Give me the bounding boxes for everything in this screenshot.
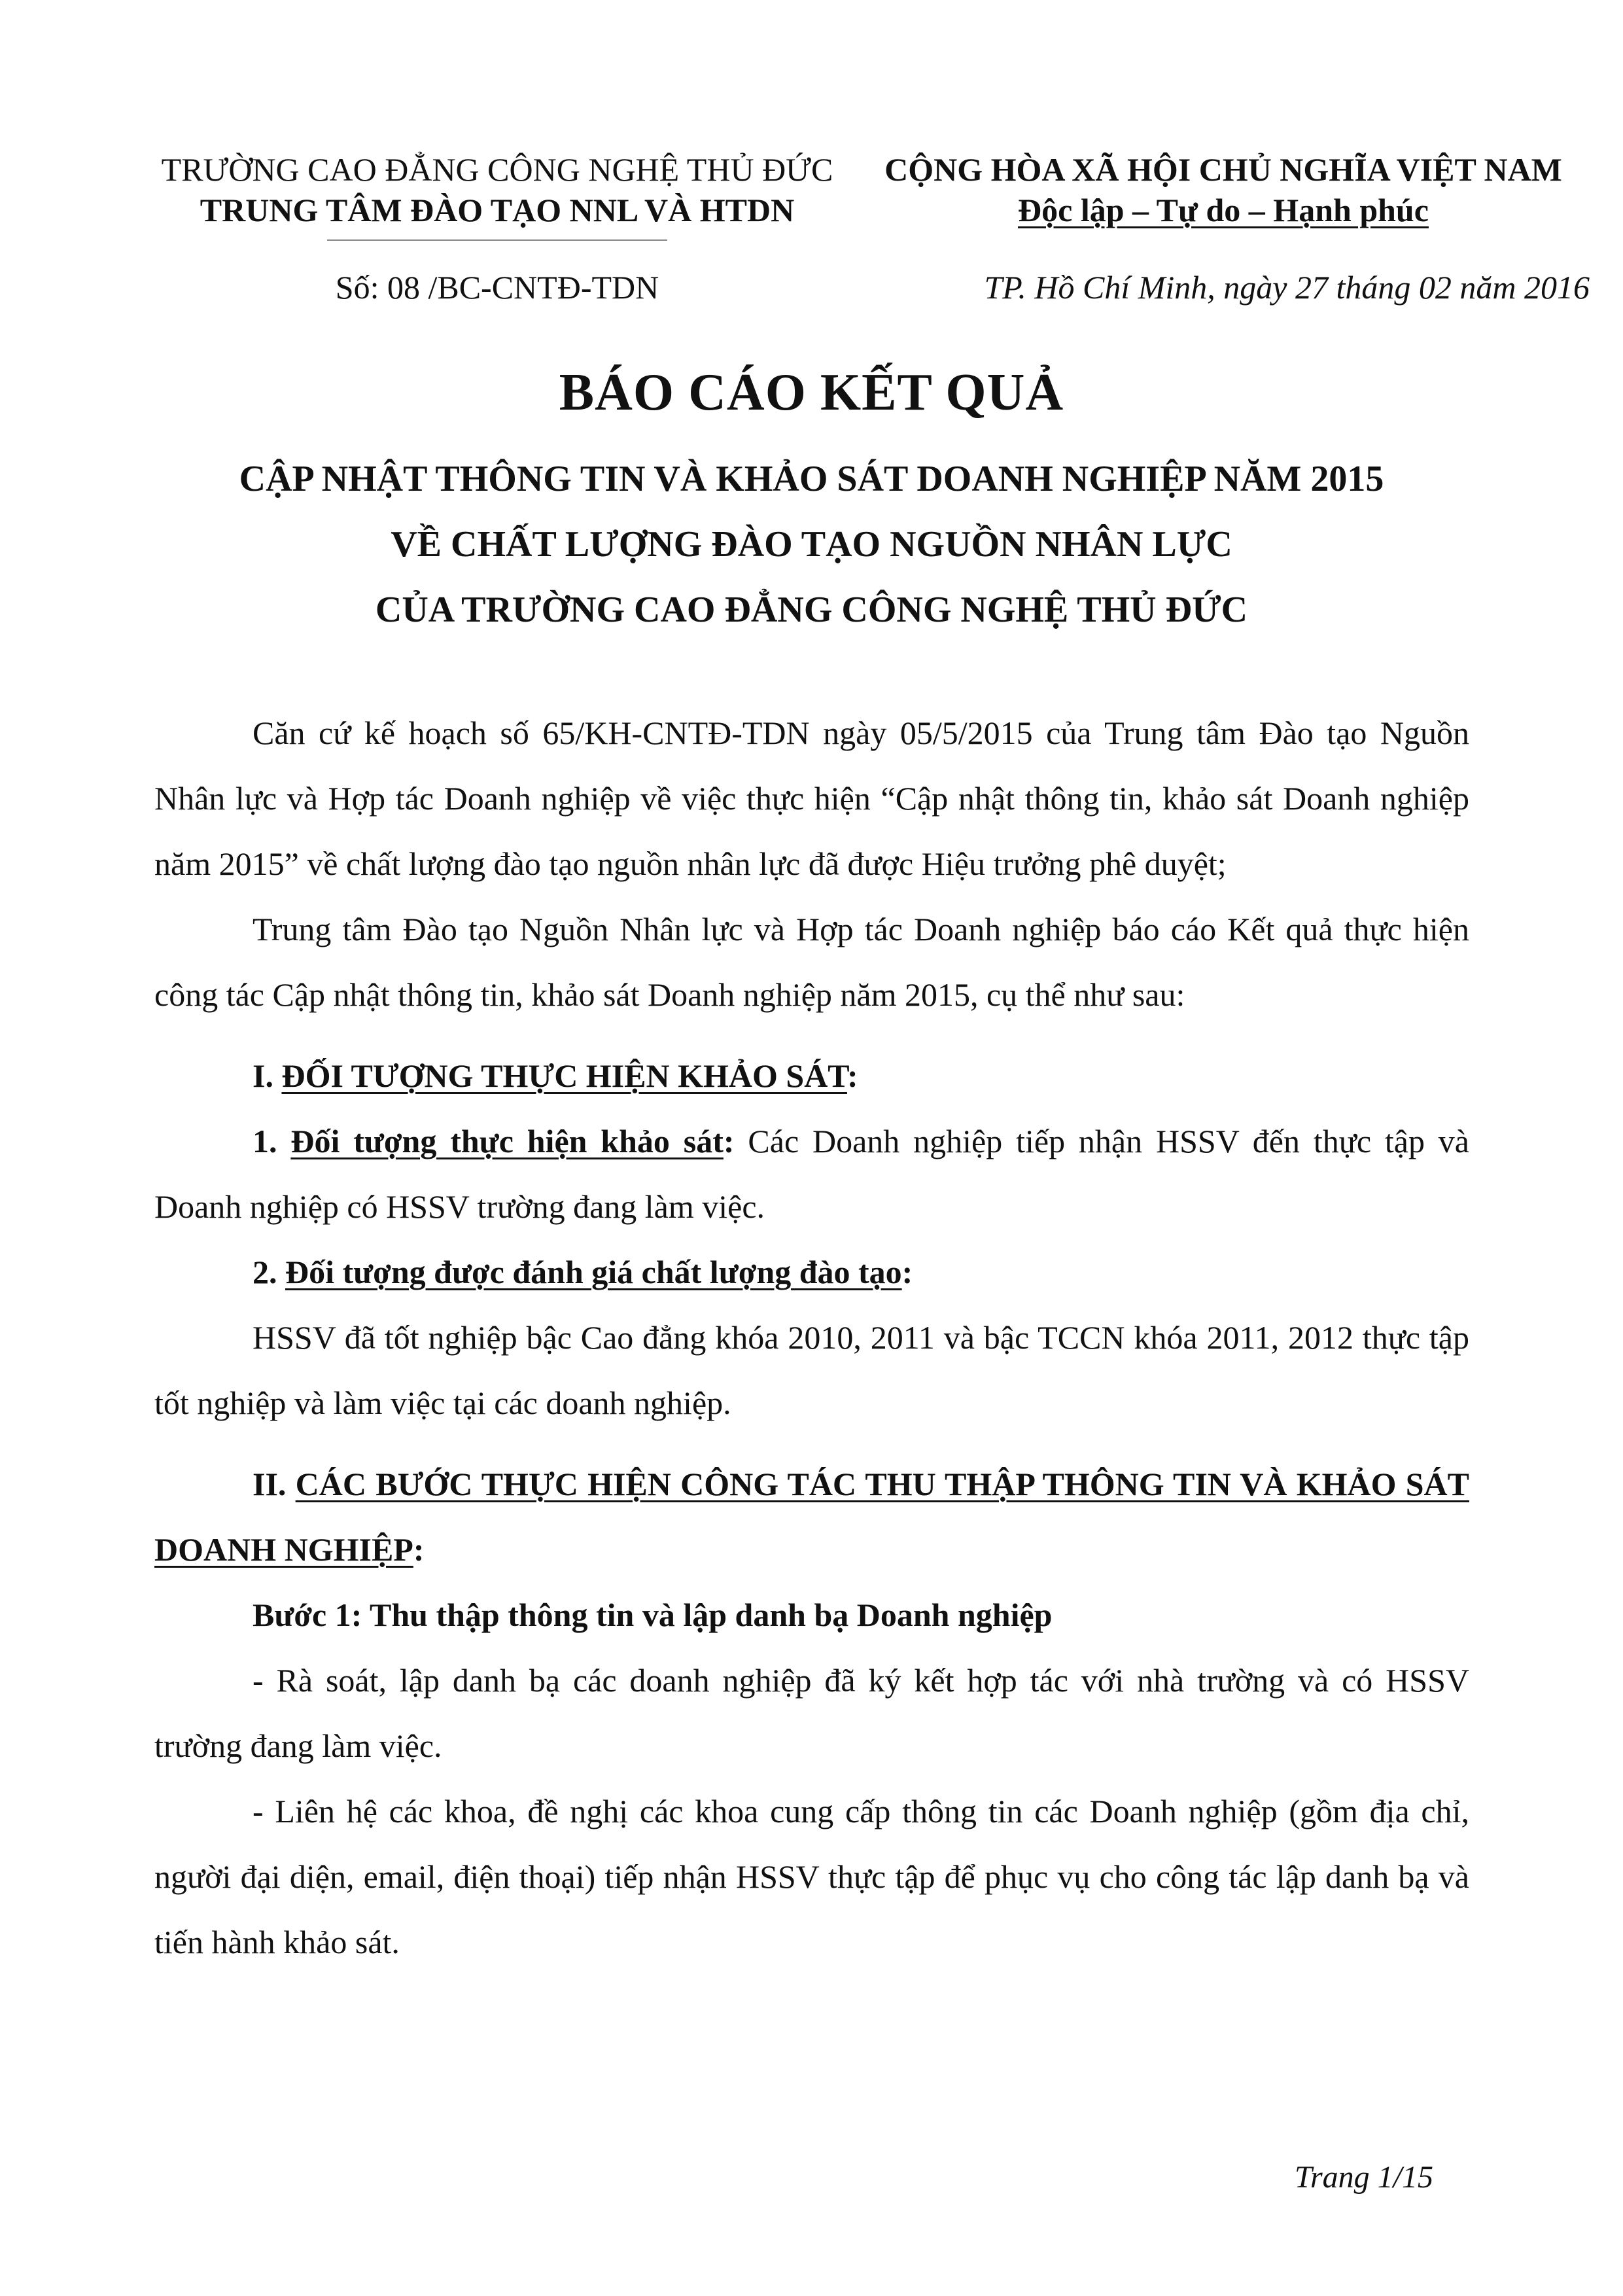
nation-title: CỘNG HÒA XÃ HỘI CHỦ NGHĨA VIỆT NAM (884, 151, 1562, 188)
org-name-line1: TRƯỜNG CAO ĐẲNG CÔNG NGHỆ THỦ ĐỨC (161, 151, 833, 188)
report-subtitle-1: CẬP NHẬT THÔNG TIN VÀ KHẢO SÁT DOANH NGHIỆP NĂM 2015 (239, 459, 1384, 499)
section-1-item-2-text: HSSV đã tốt nghiệp bậc Cao đẳng khóa 2010, 2011 và bậc TCCN khóa 2011, 2012 thực tập tốt nghiệp và làm việc tại các doanh nghiệp. (154, 1319, 1469, 1421)
document-date: TP. Hồ Chí Minh, ngày 27 tháng 02 năm 2016 (984, 269, 1590, 306)
step-1-bullet-1: - Rà soát, lập danh bạ các doanh nghiệp đã ký kết hợp tác với nhà trường và có HSSV trường đang làm việc. (154, 1662, 1469, 1764)
section-1-item-2-heading: 2. Đối tượng được đánh giá chất lượng đào tạo: (253, 1254, 913, 1290)
organization-header (150, 149, 844, 241)
paragraph-intro: Trung tâm Đào tạo Nguồn Nhân lực và Hợp tác Doanh nghiệp báo cáo Kết quả thực hiện công tác Cập nhật thông tin, khảo sát Doanh nghiệp năm 2015, cụ thể như sau: (154, 911, 1469, 1013)
step-1-bullet-2: - Liên hệ các khoa, đề nghị các khoa cung cấp thông tin các Doanh nghiệp (gồm địa chỉ, người đại diện, email, điện thoại) tiếp nhận HSSV thực tập để phục vụ cho công tác lập danh bạ và tiến hành khảo sát. (154, 1793, 1469, 1960)
section-1-heading: I. ĐỐI TƯỢNG THỰC HIỆN KHẢO SÁT: (253, 1057, 858, 1094)
nation-motto: Độc lập – Tự do – Hạnh phúc (1018, 192, 1429, 228)
section-2-heading: II. CÁC BƯỚC THỰC HIỆN CÔNG TÁC THU THẬP THÔNG TIN VÀ KHẢO SÁT DOANH NGHIỆP: (154, 1466, 1469, 1568)
paragraph-basis: Căn cứ kế hoạch số 65/KH-CNTĐ-TDN ngày 05/5/2015 của Trung tâm Đào tạo Nguồn Nhân lực và Hợp tác Doanh nghiệp về việc thực hiện “Cập nhật thông tin, khảo sát Doanh nghiệp năm 2015” về chất lượng đào tạo nguồn nhân lực đã được Hiệu trưởng phê duyệt; (154, 715, 1469, 882)
report-body (154, 700, 1469, 1975)
org-name-line2: TRUNG TÂM ĐÀO TẠO NNL VÀ HTDN (200, 192, 795, 228)
report-subtitle-2: VỀ CHẤT LƯỢNG ĐÀO TẠO NGUỒN NHÂN LỰC (391, 524, 1232, 565)
step-1-heading: Bước 1: Thu thập thông tin và lập danh bạ Doanh nghiệp (253, 1597, 1053, 1633)
report-subtitle-3: CỦA TRƯỜNG CAO ĐẲNG CÔNG NGHỆ THỦ ĐỨC (375, 590, 1248, 630)
header-divider (327, 239, 667, 241)
section-1-item-1: 1. Đối tượng thực hiện khảo sát: Các Doanh nghiệp tiếp nhận HSSV đến thực tập và Doanh nghiệp có HSSV trường đang làm việc. (154, 1123, 1469, 1225)
national-header (857, 149, 1590, 230)
document-number: Số: 08 /BC-CNTĐ-TDN (335, 269, 659, 306)
report-title: BÁO CÁO KẾT QUẢ (559, 364, 1064, 421)
page-number: Trang 1/15 (1294, 2160, 1433, 2195)
